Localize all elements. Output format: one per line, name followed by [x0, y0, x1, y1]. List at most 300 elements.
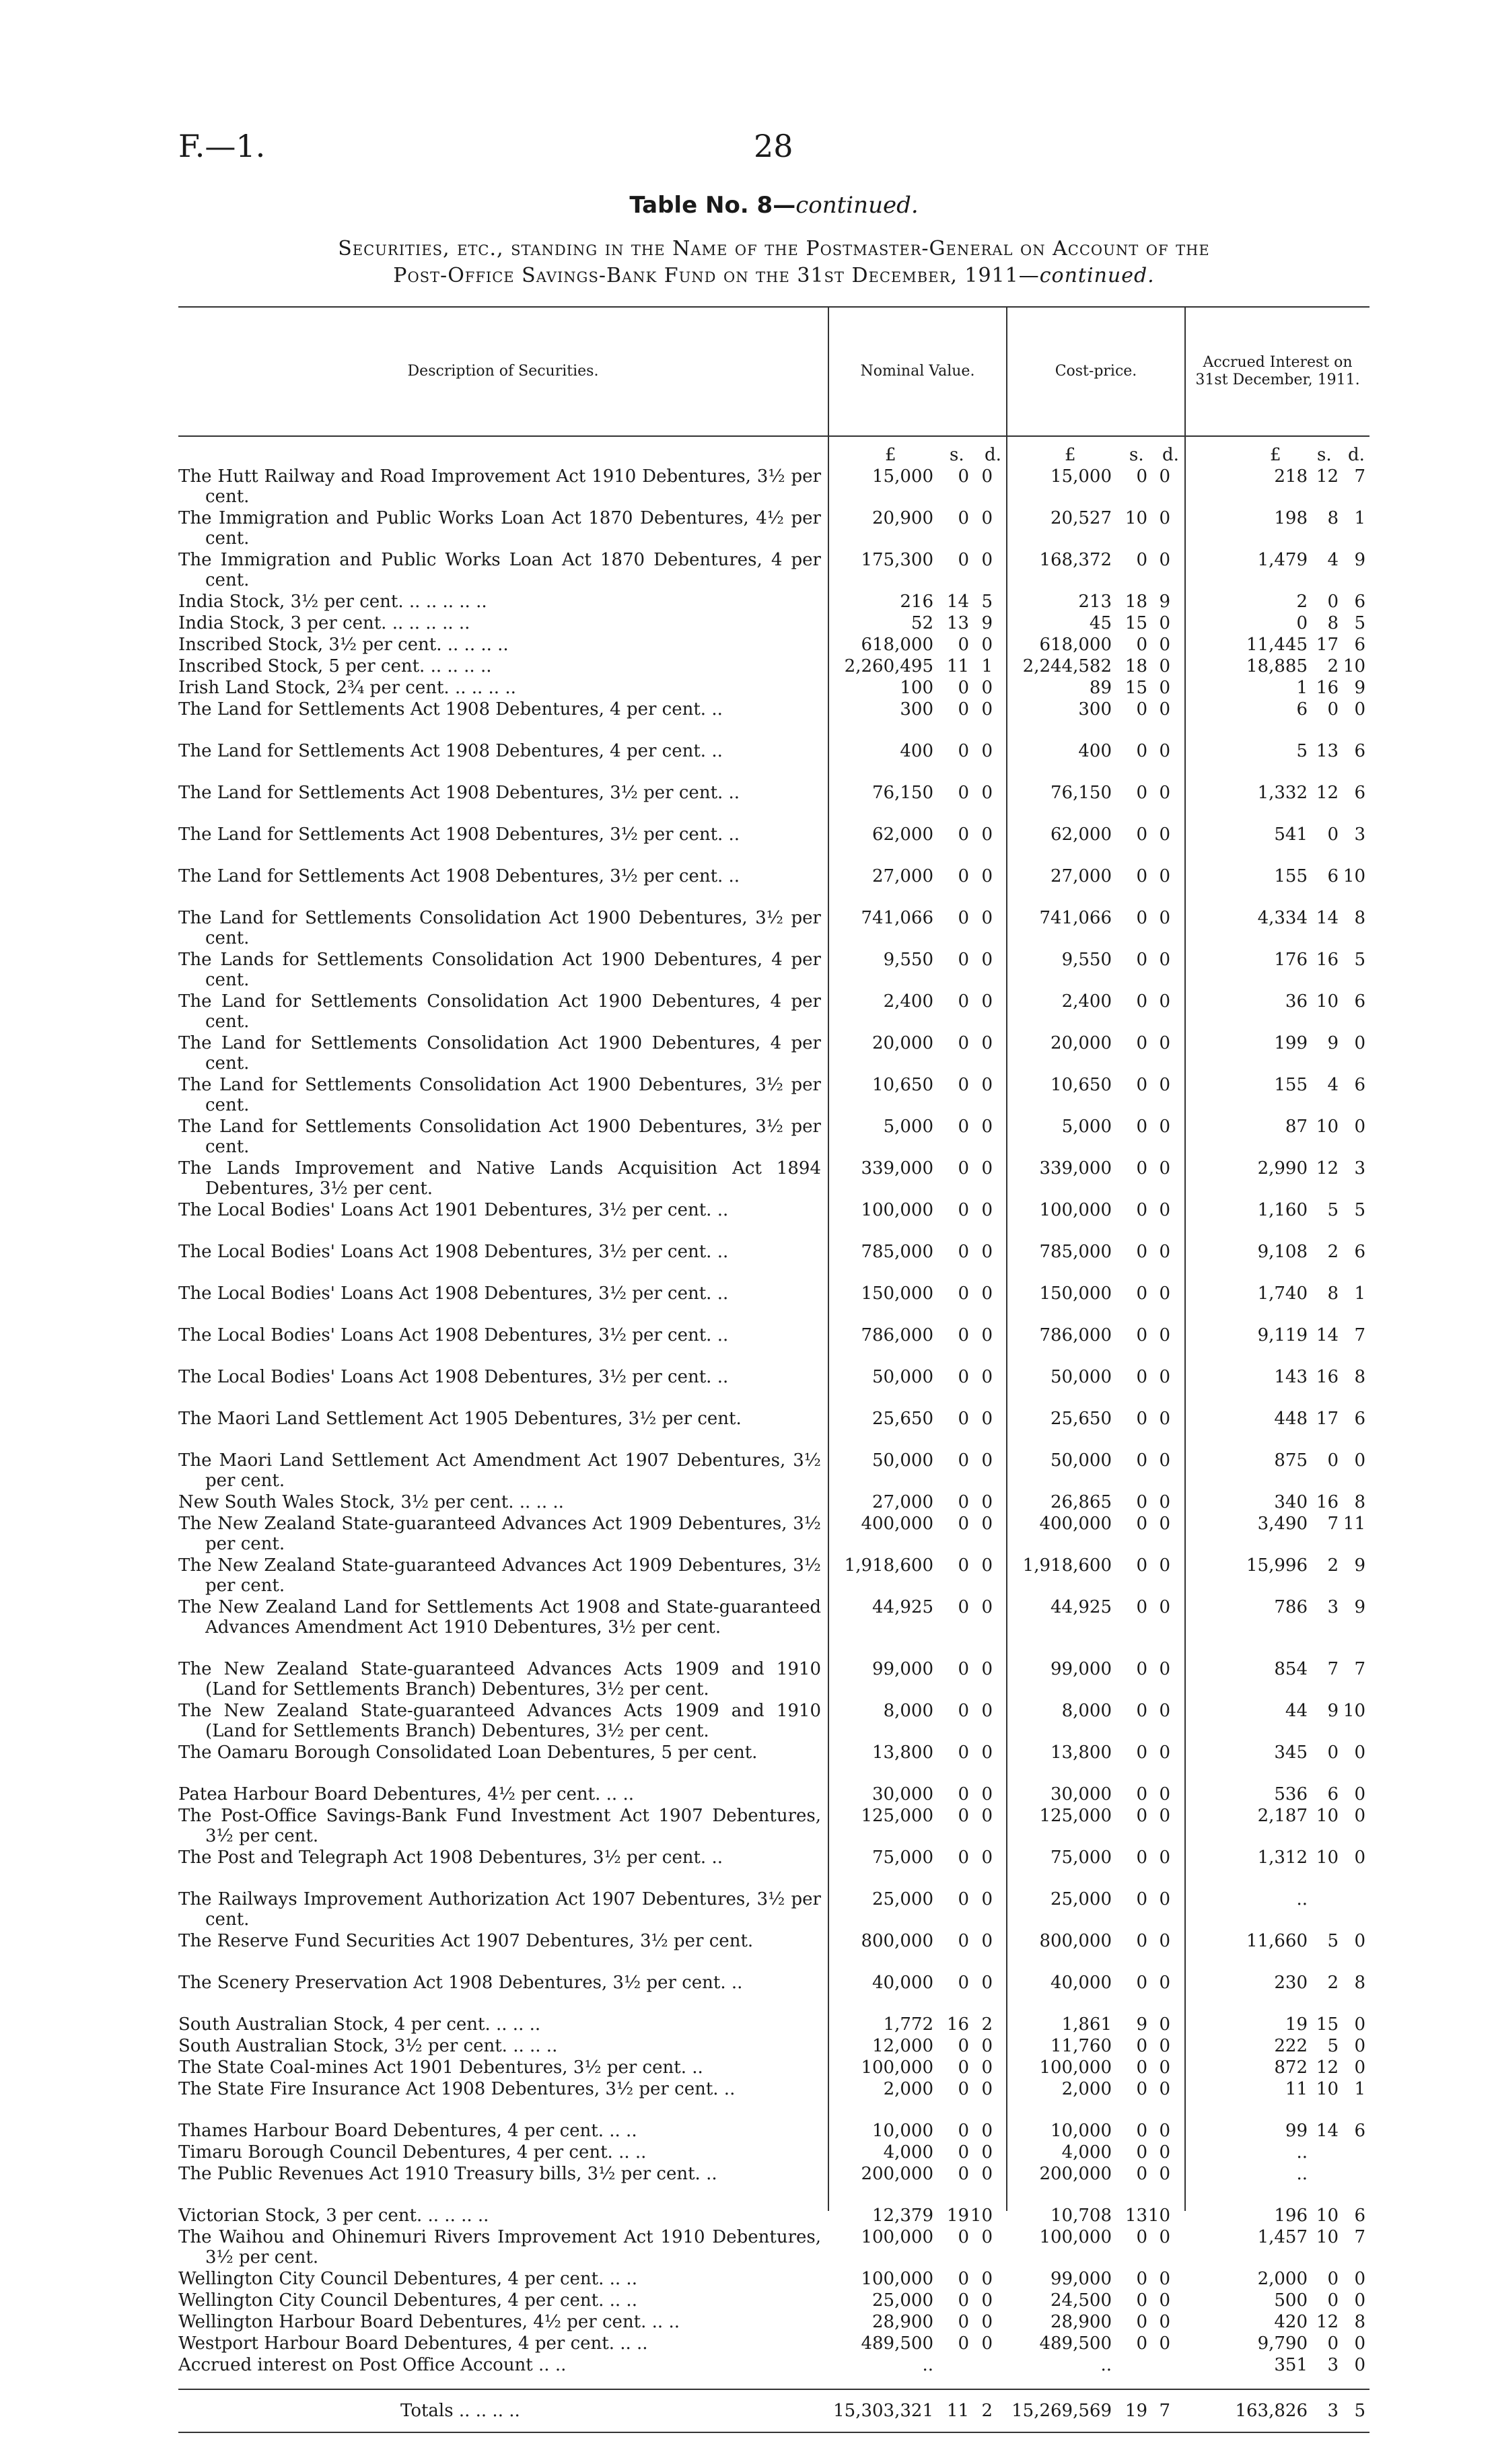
nominal-pence: 0 [981, 866, 993, 886]
nominal-pounds: 76,150 [872, 783, 933, 803]
accrued-pence: 6 [1354, 2206, 1365, 2226]
nominal-pounds: 25,000 [872, 2290, 933, 2311]
col-header-cost: Cost-price. [1055, 363, 1137, 380]
col-header-nominal: Nominal Value. [860, 363, 975, 380]
table-row [178, 1075, 1370, 1117]
accrued-pounds: 11,445 [1246, 635, 1308, 655]
nominal-shillings: 0 [958, 2121, 969, 2141]
totals-nominal-shillings: 11 [946, 2401, 969, 2421]
cost-shillings: 10 [1125, 508, 1147, 528]
security-description: The Local Bodies' Loans Act 1908 Debentures, 3½ per cent. .. [178, 1242, 729, 1262]
security-description: The Local Bodies' Loans Act 1901 Debentures, 3½ per cent. .. [178, 1200, 729, 1220]
accrued-pounds: 36 [1285, 991, 1308, 1012]
accrued-pence: 5 [1354, 950, 1365, 970]
accrued-pounds: 1 [1296, 678, 1308, 698]
cost-pence: 0 [1159, 1555, 1170, 1576]
security-description: The Local Bodies' Loans Act 1908 Debentures, 3½ per cent. .. [178, 1325, 729, 1345]
cost-shillings: 18 [1125, 656, 1147, 676]
security-description: Victorian Stock, 3 per cent. .. .. .. .. [178, 2206, 489, 2226]
nominal-pounds: 741,066 [861, 908, 933, 928]
totals-nominal-pounds: 15,303,321 [833, 2401, 933, 2421]
accrued-pounds: 230 [1274, 1973, 1308, 1993]
cost-pence: 0 [1159, 1075, 1170, 1095]
security-description: The Land for Settlements Act 1908 Debentures, 4 per cent. .. [178, 741, 723, 761]
cost-shillings: 0 [1136, 2290, 1147, 2311]
nominal-shillings: 0 [958, 908, 969, 928]
accrued-pounds: 6 [1296, 699, 1308, 719]
col-header-description: Description of Securities. [407, 363, 599, 380]
cost-shillings: 0 [1136, 1075, 1147, 1095]
nominal-pence: 1 [981, 656, 993, 676]
unit-pound: £ [1065, 445, 1076, 465]
nominal-pence: 0 [981, 1200, 993, 1220]
accrued-pounds: 44 [1285, 1701, 1308, 1721]
cost-pence: 0 [1159, 2057, 1170, 2078]
security-description: Wellington Harbour Board Debentures, 4½ per cent. .. .. [178, 2312, 680, 2332]
cost-pence: 0 [1159, 635, 1170, 655]
accrued-pence: 11 [1343, 1514, 1365, 1534]
security-description: India Stock, 3 per cent. .. .. .. .. .. [178, 613, 470, 633]
cost-pence: 0 [1159, 508, 1170, 528]
nominal-shillings: 0 [958, 1514, 969, 1534]
nominal-pence: 0 [981, 678, 993, 698]
nominal-shillings: 0 [958, 678, 969, 698]
accrued-shillings: 14 [1316, 2121, 1339, 2141]
accrued-pence: 1 [1354, 508, 1365, 528]
nominal-shillings: 0 [958, 1367, 969, 1387]
nominal-shillings: 0 [958, 1597, 969, 1617]
cost-pence: 0 [1159, 1701, 1170, 1721]
cost-pounds: 62,000 [1051, 824, 1112, 845]
accrued-shillings: 5 [1327, 1200, 1339, 1220]
nominal-pence: 0 [981, 2142, 993, 2162]
table-row [178, 2142, 1370, 2164]
cost-pence: 0 [1159, 1242, 1170, 1262]
accrued-shillings: 16 [1316, 678, 1339, 698]
table-row [178, 950, 1370, 991]
accrued-pounds: 1,479 [1257, 550, 1308, 570]
security-description: The Land for Settlements Act 1908 Debentures, 4 per cent. .. [178, 699, 723, 719]
nominal-shillings: 0 [958, 2312, 969, 2332]
cost-shillings: 0 [1136, 2036, 1147, 2056]
document-reference: F.—1. [178, 128, 266, 164]
cost-pounds: 300 [1078, 699, 1112, 719]
cost-shillings: 0 [1136, 1847, 1147, 1868]
security-description: The New Zealand State-guaranteed Advances Act 1909 Debentures, 3½ per cent. [178, 1555, 821, 1596]
security-description: The New Zealand State-guaranteed Advances Act 1909 Debentures, 3½ per cent. [178, 1514, 821, 1554]
nominal-pounds: 12,000 [872, 2036, 933, 2056]
nominal-pounds: 50,000 [872, 1450, 933, 1471]
cost-pounds: 1,918,600 [1022, 1555, 1112, 1576]
accrued-shillings: 8 [1327, 613, 1339, 633]
accrued-shillings: 15 [1316, 2014, 1339, 2035]
accrued-pence: 10 [1343, 656, 1365, 676]
totals-cost-pounds: 15,269,569 [1011, 2401, 1112, 2421]
cost-pounds: 25,000 [1051, 1889, 1112, 1909]
cost-shillings: 15 [1125, 678, 1147, 698]
accrued-shillings: 0 [1327, 699, 1339, 719]
accrued-pounds: .. [1296, 2164, 1308, 2184]
totals-nominal-pence: 2 [981, 2401, 993, 2421]
security-description: Wellington City Council Debentures, 4 per cent. .. .. [178, 2290, 637, 2311]
cost-shillings: 0 [1136, 1242, 1147, 1262]
cost-pounds: 125,000 [1039, 1806, 1112, 1826]
cost-shillings: 0 [1136, 1743, 1147, 1763]
cost-pence: 0 [1159, 1847, 1170, 1868]
caption-line-2: Post-Office Savings-Bank Fund on the 31st December, 1911—continued. [393, 264, 1155, 287]
accrued-shillings: 10 [1316, 1806, 1339, 1826]
cost-pounds: 13,800 [1051, 1743, 1112, 1763]
accrued-pounds: 2,000 [1257, 2269, 1308, 2289]
accrued-pounds: 2,990 [1257, 1158, 1308, 1178]
accrued-pence: 1 [1354, 2079, 1365, 2099]
nominal-shillings: 0 [958, 635, 969, 655]
nominal-shillings: 14 [946, 592, 969, 612]
nominal-shillings: 0 [958, 2269, 969, 2289]
nominal-shillings: 0 [958, 783, 969, 803]
accrued-pounds: 786 [1274, 1597, 1308, 1617]
nominal-pounds: 25,000 [872, 1889, 933, 1909]
accrued-shillings: 12 [1316, 1158, 1339, 1178]
unit-shilling: s. [950, 445, 964, 465]
accrued-pounds: 87 [1285, 1117, 1308, 1137]
nominal-pence: 0 [981, 2079, 993, 2099]
cost-pence: 0 [1159, 1931, 1170, 1951]
table-row [178, 1242, 1370, 1283]
accrued-pence: 6 [1354, 1075, 1365, 1095]
accrued-pounds: 4,334 [1257, 908, 1308, 928]
accrued-shillings: 0 [1327, 1450, 1339, 1471]
column-divider [1184, 306, 1186, 2211]
cost-pounds: 45 [1089, 613, 1112, 633]
security-description: Timaru Borough Council Debentures, 4 per cent. .. .. [178, 2142, 647, 2162]
accrued-pence: 8 [1354, 1973, 1365, 1993]
security-description: The Lands Improvement and Native Lands Acquisition Act 1894 Debentures, 3½ per cent. [178, 1158, 821, 1199]
totals-accrued-shillings: 3 [1327, 2401, 1339, 2421]
nominal-pence: 0 [981, 1158, 993, 1178]
nominal-pounds: 618,000 [861, 635, 933, 655]
nominal-pence: 0 [981, 550, 993, 570]
cost-shillings: 0 [1136, 699, 1147, 719]
accrued-pounds: 176 [1274, 950, 1308, 970]
nominal-shillings: 0 [958, 466, 969, 487]
accrued-shillings: 10 [1316, 1847, 1339, 1868]
table-row [178, 466, 1370, 508]
cost-pounds: 24,500 [1051, 2290, 1112, 2311]
nominal-pence: 0 [981, 1033, 993, 1053]
security-description: The State Coal-mines Act 1901 Debentures, 3½ per cent. .. [178, 2057, 703, 2078]
security-description: The Land for Settlements Consolidation Act 1900 Debentures, 4 per cent. [178, 1033, 821, 1073]
table-body [178, 466, 1370, 2377]
nominal-pounds: 44,925 [872, 1597, 933, 1617]
cost-pounds: 9,550 [1061, 950, 1112, 970]
accrued-pounds: .. [1296, 2142, 1308, 2162]
table-title [178, 192, 1370, 219]
security-description: The Hutt Railway and Road Improvement Act 1910 Debentures, 3½ per cent. [178, 466, 821, 507]
table-row [178, 1200, 1370, 1242]
cost-shillings: 0 [1136, 1555, 1147, 1576]
accrued-pounds: 0 [1296, 613, 1308, 633]
cost-pence: 0 [1159, 1973, 1170, 1993]
cost-pence: 0 [1159, 908, 1170, 928]
nominal-pence: 0 [981, 1659, 993, 1679]
nominal-shillings: 0 [958, 824, 969, 845]
nominal-pounds: 5,000 [883, 1117, 933, 1137]
nominal-pence: 0 [981, 741, 993, 761]
nominal-pounds: 40,000 [872, 1973, 933, 1993]
cost-pounds: 11,760 [1051, 2036, 1112, 2056]
nominal-pounds: 1,772 [883, 2014, 933, 2035]
table-caption [178, 236, 1370, 289]
security-description: The Oamaru Borough Consolidated Loan Debentures, 5 per cent. [178, 1743, 758, 1763]
cost-shillings: 0 [1136, 1514, 1147, 1534]
accrued-pence: 8 [1354, 1492, 1365, 1512]
cost-shillings: 13 [1125, 2206, 1147, 2226]
accrued-shillings: 3 [1327, 2355, 1339, 2375]
accrued-pence: 7 [1354, 1325, 1365, 1345]
table-row [178, 1283, 1370, 1325]
nominal-pence: 0 [981, 2121, 993, 2141]
cost-pence: 0 [1159, 2014, 1170, 2035]
nominal-pence: 0 [981, 824, 993, 845]
cost-pounds: 27,000 [1051, 866, 1112, 886]
page-header [178, 128, 1370, 168]
cost-pounds: 15,000 [1051, 466, 1112, 487]
table-row [178, 1158, 1370, 1200]
nominal-pence: 0 [981, 950, 993, 970]
cost-pounds: 2,000 [1061, 2079, 1112, 2099]
nominal-shillings: 0 [958, 1847, 969, 1868]
accrued-shillings: 2 [1327, 656, 1339, 676]
accrued-shillings: 2 [1327, 1555, 1339, 1576]
cost-pounds: 75,000 [1051, 1847, 1112, 1868]
nominal-pounds: 786,000 [861, 1325, 933, 1345]
cost-shillings: 0 [1136, 1450, 1147, 1471]
cost-shillings: 0 [1136, 741, 1147, 761]
nominal-pence: 0 [981, 1931, 993, 1951]
cost-pence: 0 [1159, 550, 1170, 570]
nominal-pounds: 400,000 [861, 1514, 933, 1534]
cost-shillings: 0 [1136, 1597, 1147, 1617]
nominal-pounds: 800,000 [861, 1931, 933, 1951]
nominal-pounds: .. [922, 2355, 933, 2375]
accrued-pence: 7 [1354, 466, 1365, 487]
nominal-pounds: 100,000 [861, 2227, 933, 2247]
cost-pence: 10 [1147, 2206, 1170, 2226]
table-row [178, 1973, 1370, 2014]
nominal-shillings: 0 [958, 991, 969, 1012]
nominal-pence: 0 [981, 1242, 993, 1262]
nominal-shillings: 0 [958, 1033, 969, 1053]
nominal-shillings: 0 [958, 1200, 969, 1220]
nominal-pounds: 489,500 [861, 2333, 933, 2354]
cost-shillings: 0 [1136, 1492, 1147, 1512]
accrued-pence: 0 [1354, 2057, 1365, 2078]
cost-pence: 0 [1159, 2333, 1170, 2354]
nominal-shillings: 0 [958, 1117, 969, 1137]
nominal-pounds: 4,000 [883, 2142, 933, 2162]
nominal-shillings: 0 [958, 2142, 969, 2162]
totals-accrued-pence: 5 [1354, 2401, 1365, 2421]
accrued-pence: 0 [1354, 2014, 1365, 2035]
securities-table [178, 306, 1370, 2433]
security-description: The Local Bodies' Loans Act 1908 Debentures, 3½ per cent. .. [178, 1367, 729, 1387]
nominal-pounds: 216 [900, 592, 933, 612]
cost-pence: 0 [1159, 2290, 1170, 2311]
security-description: The Land for Settlements Consolidation Act 1900 Debentures, 3½ per cent. [178, 1075, 821, 1115]
accrued-pence: 0 [1354, 1450, 1365, 1471]
nominal-pence: 2 [981, 2014, 993, 2035]
cost-pounds: 20,527 [1051, 508, 1112, 528]
nominal-pounds: 50,000 [872, 1367, 933, 1387]
nominal-shillings: 0 [958, 508, 969, 528]
cost-pounds: 50,000 [1051, 1450, 1112, 1471]
nominal-shillings: 0 [958, 1242, 969, 1262]
nominal-shillings: 0 [958, 550, 969, 570]
accrued-pence: 6 [1354, 783, 1365, 803]
cost-pounds: 30,000 [1051, 1784, 1112, 1804]
nominal-pence: 0 [981, 1492, 993, 1512]
accrued-shillings: 7 [1327, 1514, 1339, 1534]
accrued-pounds: 1,312 [1257, 1847, 1308, 1868]
accrued-pence: 0 [1354, 1117, 1365, 1137]
nominal-pence: 0 [981, 1367, 993, 1387]
cost-pounds: 10,650 [1051, 1075, 1112, 1095]
cost-pence: 0 [1159, 866, 1170, 886]
nominal-pounds: 9,550 [883, 950, 933, 970]
nominal-pounds: 200,000 [861, 2164, 933, 2184]
accrued-pounds: 11 [1285, 2079, 1308, 2099]
table-row [178, 908, 1370, 950]
table-row [178, 2312, 1370, 2333]
cost-pounds: 50,000 [1051, 1367, 1112, 1387]
nominal-pounds: 27,000 [872, 1492, 933, 1512]
table-row [178, 2269, 1370, 2290]
unit-pound: £ [1270, 445, 1281, 465]
accrued-pence: 0 [1354, 1033, 1365, 1053]
nominal-shillings: 0 [958, 2164, 969, 2184]
nominal-shillings: 0 [958, 2333, 969, 2354]
accrued-shillings: 17 [1316, 1409, 1339, 1429]
nominal-pence: 0 [981, 1784, 993, 1804]
accrued-pounds: 99 [1285, 2121, 1308, 2141]
security-description: Inscribed Stock, 3½ per cent. .. .. .. .. [178, 635, 509, 655]
cost-shillings: 0 [1136, 2142, 1147, 2162]
totals-cost-shillings: 19 [1125, 2401, 1147, 2421]
caption-line-1: Securities, etc., standing in the Name of the Postmaster-General on Account of the [338, 237, 1210, 260]
cost-pence: 0 [1159, 613, 1170, 633]
accrued-pence: 5 [1354, 613, 1365, 633]
cost-pence: 0 [1159, 1784, 1170, 1804]
security-description: Wellington City Council Debentures, 4 per cent. .. .. [178, 2269, 637, 2289]
accrued-pounds: 340 [1274, 1492, 1308, 1512]
nominal-pence: 0 [981, 2036, 993, 2056]
nominal-pounds: 2,260,495 [844, 656, 933, 676]
accrued-shillings: 10 [1316, 2079, 1339, 2099]
table-row [178, 1806, 1370, 1847]
nominal-shillings: 0 [958, 1283, 969, 1304]
accrued-pence: 5 [1354, 1200, 1365, 1220]
nominal-shillings: 0 [958, 1325, 969, 1345]
security-description: The Land for Settlements Consolidation Act 1900 Debentures, 3½ per cent. [178, 1117, 821, 1157]
cost-pounds: .. [1100, 2355, 1112, 2375]
accrued-pence: 0 [1354, 2290, 1365, 2311]
accrued-shillings: 12 [1316, 466, 1339, 487]
accrued-pounds: 420 [1274, 2312, 1308, 2332]
cost-shillings: 0 [1136, 2121, 1147, 2141]
table-row [178, 1367, 1370, 1409]
nominal-pence: 0 [981, 699, 993, 719]
accrued-pence: 9 [1354, 550, 1365, 570]
accrued-shillings: 6 [1327, 1784, 1339, 1804]
nominal-pounds: 30,000 [872, 1784, 933, 1804]
nominal-pence: 0 [981, 783, 993, 803]
accrued-pounds: 199 [1274, 1033, 1308, 1053]
accrued-pence: 0 [1354, 1847, 1365, 1868]
cost-shillings: 15 [1125, 613, 1147, 633]
nominal-pence: 0 [981, 2312, 993, 2332]
cost-shillings: 0 [1136, 550, 1147, 570]
cost-pence: 0 [1159, 1450, 1170, 1471]
accrued-pounds: 143 [1274, 1367, 1308, 1387]
accrued-shillings: 6 [1327, 866, 1339, 886]
nominal-shillings: 19 [946, 2206, 969, 2226]
accrued-pounds: 1,160 [1257, 1200, 1308, 1220]
cost-pounds: 168,372 [1039, 550, 1112, 570]
nominal-pence: 0 [981, 1117, 993, 1137]
security-description: The Immigration and Public Works Loan Act 1870 Debentures, 4 per cent. [178, 550, 821, 590]
nominal-shillings: 0 [958, 1409, 969, 1429]
nominal-pence: 0 [981, 1283, 993, 1304]
cost-shillings: 0 [1136, 2057, 1147, 2078]
accrued-pence: 9 [1354, 1597, 1365, 1617]
accrued-shillings: 0 [1327, 2269, 1339, 2289]
nominal-pounds: 1,918,600 [844, 1555, 933, 1576]
accrued-pence: 10 [1343, 866, 1365, 886]
nominal-shillings: 0 [958, 1158, 969, 1178]
security-description: The Immigration and Public Works Loan Act 1870 Debentures, 4½ per cent. [178, 508, 821, 549]
table-row [178, 2355, 1370, 2377]
nominal-pounds: 28,900 [872, 2312, 933, 2332]
cost-shillings: 0 [1136, 2333, 1147, 2354]
accrued-pence: 0 [1354, 2355, 1365, 2375]
cost-shillings: 0 [1136, 466, 1147, 487]
security-description: The New Zealand State-guaranteed Advances Acts 1909 and 1910 (Land for Settlements Branch) Debentures, 3½ per cent. [178, 1701, 821, 1741]
cost-shillings: 0 [1136, 1889, 1147, 1909]
accrued-shillings: 10 [1316, 2206, 1339, 2226]
cost-shillings: 0 [1136, 1158, 1147, 1178]
table-row [178, 2121, 1370, 2142]
accrued-pence: 0 [1354, 1784, 1365, 1804]
accrued-shillings: 9 [1327, 1033, 1339, 1053]
cost-pounds: 5,000 [1061, 1117, 1112, 1137]
cost-pounds: 76,150 [1051, 783, 1112, 803]
cost-pence: 0 [1159, 1806, 1170, 1826]
nominal-shillings: 0 [958, 1701, 969, 1721]
accrued-pence: 0 [1354, 2036, 1365, 2056]
cost-shillings: 0 [1136, 1117, 1147, 1137]
accrued-pence: 6 [1354, 991, 1365, 1012]
accrued-pounds: 351 [1274, 2355, 1308, 2375]
nominal-shillings: 13 [946, 613, 969, 633]
cost-shillings: 0 [1136, 824, 1147, 845]
nominal-shillings: 0 [958, 1973, 969, 1993]
cost-pounds: 40,000 [1051, 1973, 1112, 1993]
cost-pence: 0 [1159, 1033, 1170, 1053]
table-row [178, 699, 1370, 741]
accrued-shillings: 17 [1316, 635, 1339, 655]
accrued-pounds: 18,885 [1246, 656, 1308, 676]
